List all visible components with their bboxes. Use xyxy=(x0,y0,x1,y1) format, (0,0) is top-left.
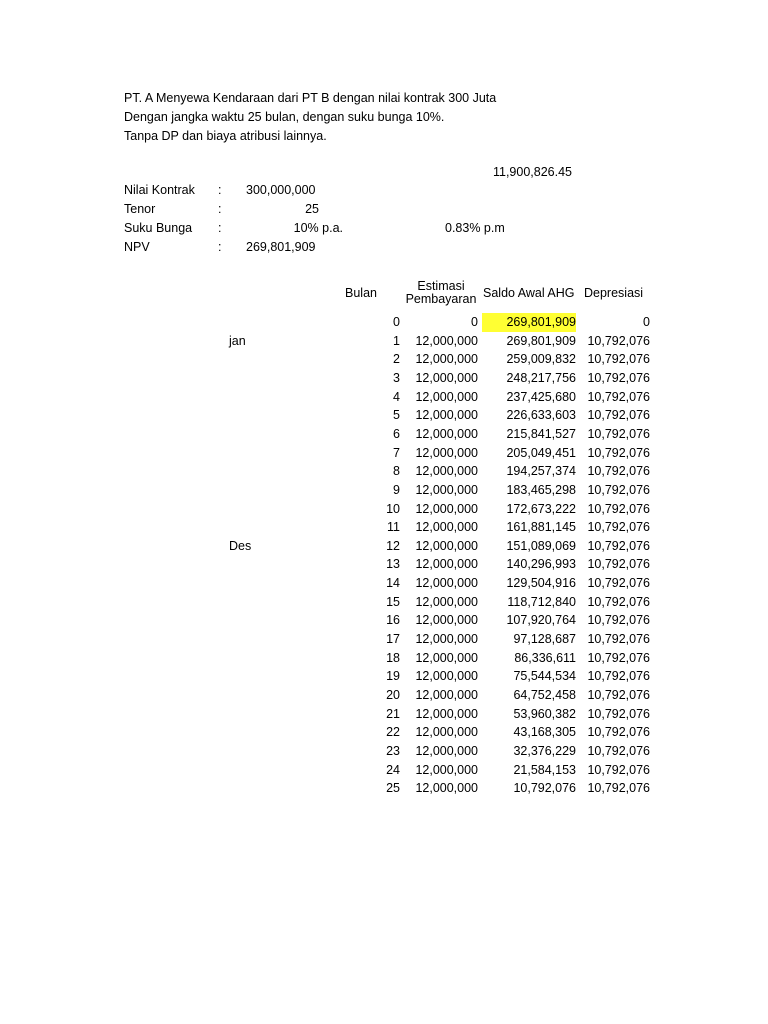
intro-line-2: Dengan jangka waktu 25 bulan, dengan suku bunga 10%. xyxy=(124,110,445,124)
table-row xyxy=(0,761,768,780)
cell-bulan: 15 xyxy=(386,594,400,609)
cell-bulan: 0 xyxy=(393,315,400,329)
cell-estimasi-pembayaran: 12,000,000 xyxy=(415,538,478,553)
table-row xyxy=(0,742,768,761)
cell-saldo-awal-ahg: 118,712,840 xyxy=(507,594,576,609)
param-label-tenor: Tenor xyxy=(124,202,156,216)
cell-bulan: 9 xyxy=(393,482,400,497)
cell-saldo-awal-ahg: 226,633,603 xyxy=(506,408,576,423)
cell-depresiasi: 10,792,076 xyxy=(587,594,650,609)
cell-bulan: 7 xyxy=(393,445,400,460)
cell-month: Des xyxy=(229,538,252,553)
param-value-monthly-rate: 0.83% p.m xyxy=(445,221,505,235)
cell-estimasi-pembayaran: 12,000,000 xyxy=(415,725,478,740)
cell-bulan: 16 xyxy=(386,613,400,628)
cell-estimasi-pembayaran: 12,000,000 xyxy=(415,781,478,796)
table-row xyxy=(0,611,768,630)
cell-estimasi-pembayaran: 12,000,000 xyxy=(415,501,478,516)
cell-bulan: 5 xyxy=(393,408,400,423)
cell-depresiasi: 10,792,076 xyxy=(587,538,650,553)
cell-estimasi-pembayaran: 12,000,000 xyxy=(415,333,478,348)
cell-estimasi-pembayaran: 12,000,000 xyxy=(415,445,478,460)
cell-depresiasi: 10,792,076 xyxy=(587,389,650,404)
cell-saldo-awal-ahg: 183,465,298 xyxy=(506,482,576,497)
cell-bulan: 21 xyxy=(386,706,400,721)
cell-depresiasi: 10,792,076 xyxy=(587,725,650,740)
cell-saldo-awal-ahg: 21,584,153 xyxy=(513,762,576,777)
cell-saldo-awal-ahg: 64,752,458 xyxy=(513,688,576,702)
cell-bulan: 20 xyxy=(386,688,400,702)
cell-saldo-awal-ahg: 161,881,145 xyxy=(506,520,576,535)
cell-depresiasi: 10,792,076 xyxy=(587,706,650,721)
table-row xyxy=(0,313,768,332)
cell-estimasi-pembayaran: 12,000,000 xyxy=(415,482,478,497)
cell-bulan: 17 xyxy=(386,632,400,647)
cell-saldo-awal-ahg: 151,089,069 xyxy=(506,538,576,553)
cell-bulan: 14 xyxy=(386,576,400,591)
cell-bulan: 6 xyxy=(393,426,400,441)
cell-depresiasi: 0 xyxy=(643,315,650,329)
cell-saldo-awal-ahg: 10,792,076 xyxy=(513,781,576,796)
cell-estimasi-pembayaran: 12,000,000 xyxy=(415,762,478,777)
cell-estimasi-pembayaran: 12,000,000 xyxy=(415,464,478,479)
cell-depresiasi: 10,792,076 xyxy=(587,445,650,460)
cell-bulan: 22 xyxy=(386,725,400,740)
cell-depresiasi: 10,792,076 xyxy=(587,426,650,441)
param-colon: : xyxy=(218,221,222,235)
cell-saldo-awal-ahg: 97,128,687 xyxy=(513,632,576,647)
cell-estimasi-pembayaran: 12,000,000 xyxy=(415,688,478,702)
cell-saldo-awal-ahg: 172,673,222 xyxy=(506,501,576,516)
cell-estimasi-pembayaran: 12,000,000 xyxy=(415,743,478,758)
cell-depresiasi: 10,792,076 xyxy=(587,743,650,758)
cell-bulan: 13 xyxy=(386,557,400,572)
header-estimasi xyxy=(400,280,482,306)
cell-saldo-awal-ahg-highlighted: 269,801,909 xyxy=(482,313,576,332)
cell-estimasi-pembayaran: 12,000,000 xyxy=(415,370,478,385)
cell-bulan: 4 xyxy=(393,389,400,404)
cell-estimasi-pembayaran: 12,000,000 xyxy=(415,706,478,721)
cell-depresiasi: 10,792,076 xyxy=(587,613,650,628)
cell-estimasi-pembayaran: 12,000,000 xyxy=(415,650,478,665)
cell-depresiasi: 10,792,076 xyxy=(587,482,650,497)
cell-bulan: 11 xyxy=(387,520,400,535)
param-label-nilai-kontrak: Nilai Kontrak xyxy=(124,183,195,197)
cell-estimasi-pembayaran: 12,000,000 xyxy=(415,408,478,423)
table-row xyxy=(0,779,768,798)
cell-saldo-awal-ahg: 107,920,764 xyxy=(506,613,576,628)
table-row xyxy=(0,630,768,649)
intro-line-3: Tanpa DP dan biaya atribusi lainnya. xyxy=(124,129,327,143)
param-value-npv: 269,801,909 xyxy=(246,240,316,254)
table-row xyxy=(0,723,768,742)
cell-estimasi-pembayaran: 12,000,000 xyxy=(415,613,478,628)
cell-bulan: 24 xyxy=(386,762,400,777)
cell-bulan: 2 xyxy=(393,352,400,367)
cell-saldo-awal-ahg: 237,425,680 xyxy=(506,389,576,404)
cell-estimasi-pembayaran: 12,000,000 xyxy=(415,576,478,591)
cell-saldo-awal-ahg: 248,217,756 xyxy=(506,370,576,385)
cell-depresiasi: 10,792,076 xyxy=(587,501,650,516)
header-saldo-awal-ahg: Saldo Awal AHG xyxy=(483,286,575,300)
cell-depresiasi: 10,792,076 xyxy=(587,408,650,423)
cell-bulan: 18 xyxy=(386,650,400,665)
cell-bulan: 12 xyxy=(386,538,400,553)
cell-estimasi-pembayaran: 0 xyxy=(471,315,478,329)
cell-depresiasi: 10,792,076 xyxy=(587,333,650,348)
cell-month: jan xyxy=(229,333,246,348)
table-row xyxy=(0,555,768,574)
header-estimasi-line1: Estimasi xyxy=(417,279,465,293)
cell-depresiasi: 10,792,076 xyxy=(587,557,650,572)
cell-depresiasi: 10,792,076 xyxy=(587,464,650,479)
table-row xyxy=(0,350,768,369)
cell-saldo-awal-ahg: 32,376,229 xyxy=(513,743,576,758)
table-row xyxy=(0,481,768,500)
cell-estimasi-pembayaran: 12,000,000 xyxy=(415,557,478,572)
cell-bulan: 23 xyxy=(386,743,400,758)
cell-saldo-awal-ahg: 86,336,611 xyxy=(514,650,576,665)
table-row xyxy=(0,500,768,519)
table-row xyxy=(0,462,768,481)
param-colon: : xyxy=(218,183,222,197)
table-row xyxy=(0,406,768,425)
table-row xyxy=(0,518,768,537)
cell-depresiasi: 10,792,076 xyxy=(587,520,650,535)
cell-estimasi-pembayaran: 12,000,000 xyxy=(415,632,478,647)
table-row xyxy=(0,686,768,705)
cell-estimasi-pembayaran: 12,000,000 xyxy=(415,389,478,404)
header-depresiasi: Depresiasi xyxy=(584,286,644,300)
cell-depresiasi: 10,792,076 xyxy=(587,669,650,684)
cell-saldo-awal-ahg: 269,801,909 xyxy=(506,333,576,348)
cell-saldo-awal-ahg: 43,168,305 xyxy=(513,725,576,740)
param-label-npv: NPV xyxy=(124,240,150,254)
header-bulan: Bulan xyxy=(345,286,377,300)
cell-saldo-awal-ahg: 215,841,527 xyxy=(506,426,576,441)
cell-saldo-awal-ahg: 75,544,534 xyxy=(513,669,576,684)
intro-line-1: PT. A Menyewa Kendaraan dari PT B dengan nilai kontrak 300 Juta xyxy=(124,91,497,105)
param-value-suku-bunga: 10% p.a. xyxy=(293,221,343,235)
cell-estimasi-pembayaran: 12,000,000 xyxy=(415,520,478,535)
cell-estimasi-pembayaran: 12,000,000 xyxy=(415,426,478,441)
cell-saldo-awal-ahg: 259,009,832 xyxy=(506,352,576,367)
cell-bulan: 25 xyxy=(386,781,400,796)
table-row xyxy=(0,667,768,686)
table-row xyxy=(0,388,768,407)
cell-saldo-awal-ahg: 129,504,916 xyxy=(506,576,576,591)
param-colon: : xyxy=(218,240,222,254)
table-row xyxy=(0,369,768,388)
param-colon: : xyxy=(218,202,222,216)
param-value-tenor: 25 xyxy=(305,202,319,216)
cell-saldo-awal-ahg: 140,296,993 xyxy=(506,557,576,572)
cell-estimasi-pembayaran: 12,000,000 xyxy=(415,352,478,367)
installment-value: 11,900,826.45 xyxy=(492,165,572,179)
cell-depresiasi: 10,792,076 xyxy=(587,688,650,702)
cell-saldo-awal-ahg: 205,049,451 xyxy=(506,445,576,460)
table-row xyxy=(0,425,768,444)
param-value-nilai-kontrak: 300,000,000 xyxy=(246,183,316,197)
cell-depresiasi: 10,792,076 xyxy=(587,576,650,591)
header-estimasi-line2: Pembayaran xyxy=(405,292,477,306)
cell-bulan: 1 xyxy=(393,333,400,348)
table-row xyxy=(0,332,768,351)
table-row xyxy=(0,574,768,593)
cell-bulan: 19 xyxy=(386,669,400,684)
cell-depresiasi: 10,792,076 xyxy=(587,781,650,796)
cell-depresiasi: 10,792,076 xyxy=(587,352,650,367)
cell-bulan: 8 xyxy=(393,464,400,479)
cell-estimasi-pembayaran: 12,000,000 xyxy=(415,669,478,684)
cell-depresiasi: 10,792,076 xyxy=(587,762,650,777)
table-row xyxy=(0,444,768,463)
param-label-suku-bunga: Suku Bunga xyxy=(124,221,193,235)
cell-saldo-awal-ahg: 53,960,382 xyxy=(513,706,576,721)
table-row xyxy=(0,593,768,612)
table-row xyxy=(0,705,768,724)
table-row xyxy=(0,649,768,668)
cell-estimasi-pembayaran: 12,000,000 xyxy=(415,594,478,609)
cell-depresiasi: 10,792,076 xyxy=(587,370,650,385)
cell-depresiasi: 10,792,076 xyxy=(587,632,650,647)
cell-depresiasi: 10,792,076 xyxy=(587,650,650,665)
cell-bulan: 3 xyxy=(393,370,400,385)
cell-saldo-awal-ahg: 194,257,374 xyxy=(506,464,576,479)
cell-bulan: 10 xyxy=(386,501,400,516)
table-row xyxy=(0,537,768,556)
